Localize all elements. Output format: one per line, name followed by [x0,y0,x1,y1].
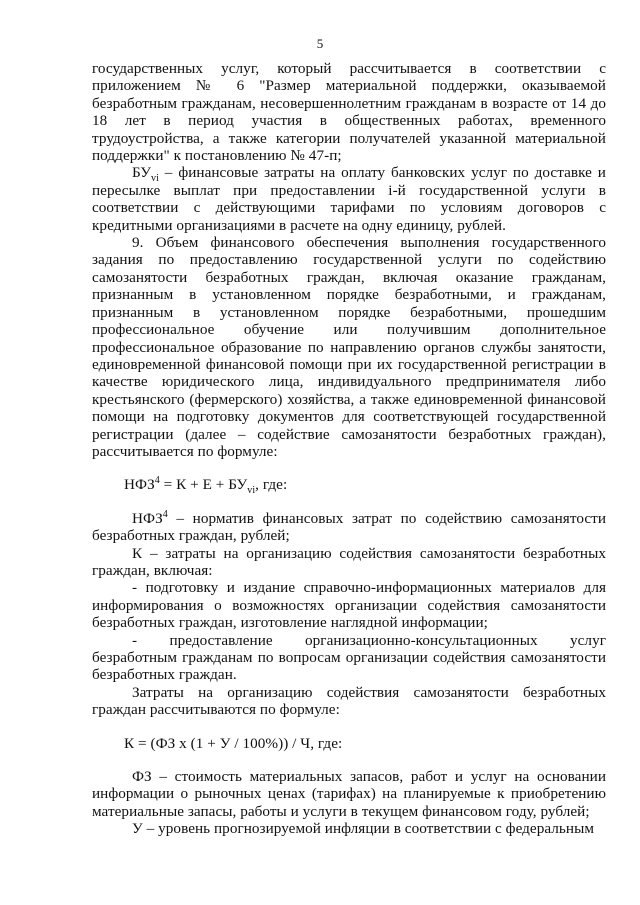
list-item-preparation: - подготовку и издание справочно-информационных материалов для информирования о возможностях организации содействия самозанятости безработных граждан, изготовление наглядной информации; [92,579,606,632]
paragraph-nfz4-definition [92,510,606,545]
paragraph-costs-intro: Затраты на организацию содействия самозанятости безработных граждан рассчитываются по формуле: [92,683,606,719]
document-body [92,60,606,838]
formula-nfz4-tail: , где: [255,476,288,494]
formula-k: К = (ФЗ х (1 + У / 100%)) / Ч, где: [124,734,343,752]
term-bu-subscript: vi [151,173,159,185]
paragraph-k-definition: К – затраты на организацию содействия самозанятости безработных граждан, включая: [92,544,606,579]
nfz4-definition-text: – норматив финансовых затрат по содействию самозанятости безработных граждан, рублей; [92,509,606,545]
paragraph-continuation: государственных услуг, который рассчитывается в соответствии с приложением № 6 "Размер материальной поддержки, оказываемой безработным гражданам, несовершеннолетним гражданам в возрасте от 14 до 18 лет в период участия в общественных работах, временного трудоустройства, а также категории получателей указанной материальной поддержки" к постановлению № 47-п; [92,60,606,165]
bu-definition-text: – финансовые затраты на оплату банковских услуг по доставке и пересылке выплат при предоставлении i-й государственной услуги в соответствии с действующими тарифами по условиям договоров с кредитными организациями в расчете на одну единицу, рублей. [92,164,606,234]
paragraph-section-9: 9. Объем финансового обеспечения выполнения государственного задания по предоставлению государственной услуги по содействию самозанятости безработных граждан, включая оказание гражданам, признанным в установленном порядке безработными, и гражданам, признанным в установленном порядке безработными, прошедшим профессиональное обучение или получившим дополнительное профессиональное образование по направлению органов службы занятости, единовременной финансовой помощи при их государственной регистрации в качестве юридического лица, индивидуального предпринимателя либо крестьянского (фермерского) хозяйства, а также единовременной финансовой помощи на подготовку документов для соответствующей государственной регистрации (далее – содействие самозанятости безработных граждан), рассчитывается по формуле: [92,234,606,460]
formula-nfz4 [124,475,606,497]
paragraph-bu-definition [92,164,606,234]
page-number: 5 [316,36,324,51]
formula-nfz4-mid: = К + Е + БУ [159,476,248,494]
formula-nfz4-sup: 4 [154,475,160,487]
list-item-consulting: - предоставление организационно-консультационных услуг безработным гражданам по вопросам организации содействия самозанятости безработных граждан. [92,631,606,684]
term-nfz4: НФЗ [132,509,163,527]
term-nfz4-sup: 4 [162,508,168,520]
term-bu: БУ [132,164,152,182]
formula-nfz4-sub: vi [247,485,256,497]
paragraph-fz-definition: ФЗ – стоимость материальных запасов, работ и услуг на основании информации о рыночных ценах (тарифах) на планируемые к приобретению материальные запасы, работы и услуги в текущем финансовом году, рублей; [92,768,606,820]
paragraph-u-definition: У – уровень прогнозируемой инфляции в соответствии с федеральным [132,820,594,838]
formula-nfz4-lhs: НФЗ [124,476,155,494]
